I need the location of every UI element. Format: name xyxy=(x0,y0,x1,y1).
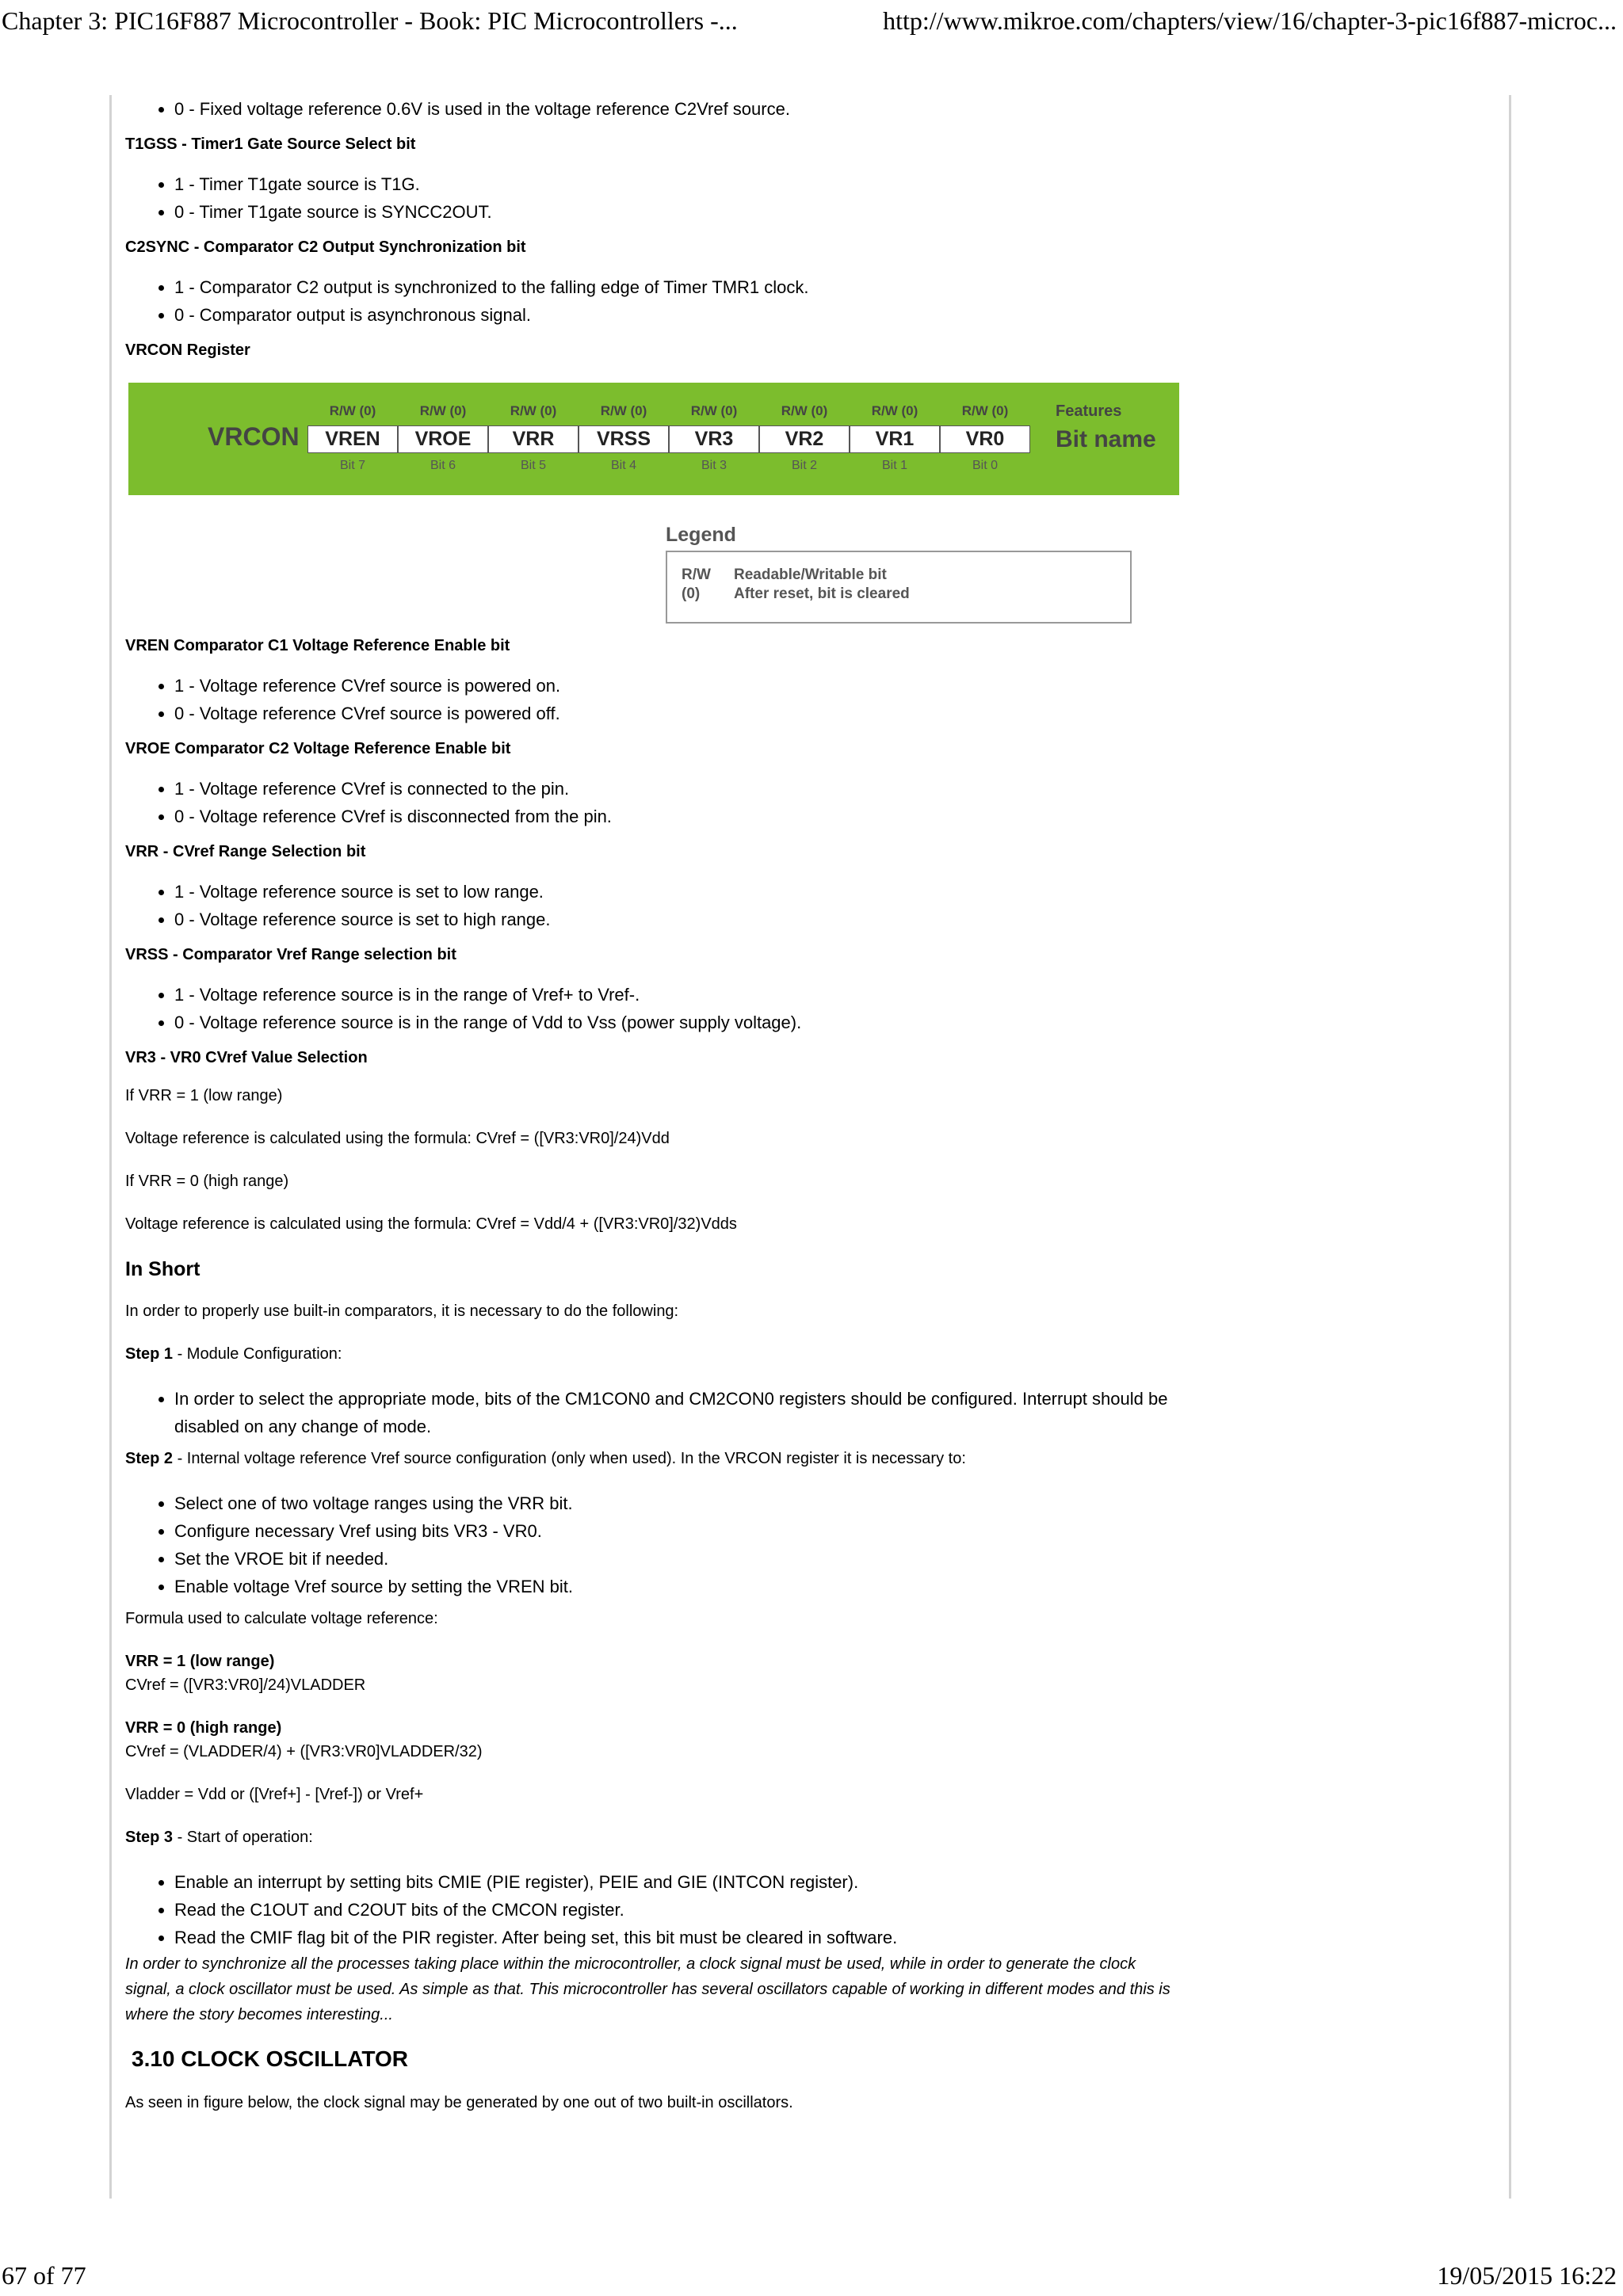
print-page-url: http://www.mikroe.com/chapters/view/16/chapter-3-pic16f887-microc... xyxy=(883,6,1617,35)
list-item: • 0 - Voltage reference CVref source is powered off. xyxy=(174,700,1496,727)
paragraph: If VRR = 1 (low range) xyxy=(125,1087,283,1104)
bit-access: R/W (0) xyxy=(781,403,828,418)
legend-key: R/W xyxy=(682,566,711,583)
register-bitname-label: Bit name xyxy=(1056,426,1156,452)
register-bit-cell xyxy=(398,383,488,495)
formula-title: VRR = 1 (low range) xyxy=(125,1653,275,1670)
bit-access: R/W (0) xyxy=(419,403,467,418)
vroe-heading: VROE Comparator C2 Voltage Reference Enable bit xyxy=(125,740,511,757)
bit-number: Bit 0 xyxy=(972,459,998,472)
vren-heading: VREN Comparator C1 Voltage Reference Enable bit xyxy=(125,637,510,654)
vrcon-register-heading: VRCON Register xyxy=(125,341,250,359)
vrss-heading: VRSS - Comparator Vref Range selection bit xyxy=(125,946,456,963)
list-item: • 1 - Comparator C2 output is synchronized to the falling edge of Timer TMR1 clock. xyxy=(174,273,1496,301)
list-item: • 0 - Comparator output is asynchronous signal. xyxy=(174,301,1496,329)
t1gss-list xyxy=(125,170,1496,226)
legend-key: (0) xyxy=(682,585,701,602)
list-item: • 1 - Voltage reference CVref source is powered on. xyxy=(174,672,1496,700)
paragraph: If VRR = 0 (high range) xyxy=(125,1173,289,1190)
list-item: • Enable an interrupt by setting bits CMIE (PIE register), PEIE and GIE (INTCON register). xyxy=(174,1868,1496,1896)
clock-intro-paragraph: In order to synchronize all the processes taking place within the microcontroller, a clock signal must be used, while in order to generate the clock signal, a clock oscillator must be used. As simple as that. This microcontroller has several oscillators capable of working in different modes and this is where the story becomes interesting... xyxy=(125,1955,1170,2023)
legend-row xyxy=(682,566,887,584)
bit-name: VR1 xyxy=(850,425,940,453)
step-text: - Internal voltage reference Vref source configuration (only when used). In the VRCON register it is necessary to: xyxy=(173,1450,966,1467)
content-right-border xyxy=(1509,95,1511,2199)
register-name: VRCON xyxy=(208,422,300,451)
bit-number: Bit 5 xyxy=(520,459,546,472)
c2sync-list xyxy=(125,273,1496,329)
formula-low-range xyxy=(125,1650,1496,1697)
list-item: • 1 - Voltage reference source is set to low range. xyxy=(174,878,1496,906)
step-1-list xyxy=(125,1385,1205,1440)
bit-access: R/W (0) xyxy=(600,403,647,418)
list-item: • In order to select the appropriate mode, bits of the CM1CON0 and CM2CON0 registers should be configured. Interrupt should be disabled on any change of mode. xyxy=(174,1385,1205,1440)
step-3-list xyxy=(125,1868,1496,1951)
step-2-list xyxy=(125,1489,1496,1600)
vren-list xyxy=(125,672,1496,727)
bit-name: VR3 xyxy=(669,425,759,453)
bit-name: VRSS xyxy=(579,425,669,453)
section-heading: 3.10 CLOCK OSCILLATOR xyxy=(132,2046,409,2071)
step-label: Step 3 xyxy=(125,1829,174,1846)
bit-access: R/W (0) xyxy=(871,403,918,418)
c2r-continued-list xyxy=(125,95,1496,123)
register-bit-cell xyxy=(759,383,850,495)
paragraph: In order to properly use built-in comparators, it is necessary to do the following: xyxy=(125,1302,679,1320)
formula-text: CVref = ([VR3:VR0]/24)VLADDER xyxy=(125,1676,366,1694)
register-bit-cell xyxy=(488,383,579,495)
bit-name: VR2 xyxy=(759,425,850,453)
in-short-heading: In Short xyxy=(125,1258,200,1280)
vr-value-heading: VR3 - VR0 CVref Value Selection xyxy=(125,1049,368,1066)
legend-text: Readable/Writable bit xyxy=(734,566,887,583)
content-left-border xyxy=(109,95,112,2199)
list-item: • 0 - Fixed voltage reference 0.6V is used in the voltage reference C2Vref source. xyxy=(174,95,1496,123)
list-item: • 1 - Voltage reference CVref is connected to the pin. xyxy=(174,775,1496,803)
bit-number: Bit 3 xyxy=(701,459,727,472)
bit-access: R/W (0) xyxy=(329,403,376,418)
formula-text: CVref = (VLADDER/4) + ([VR3:VR0]VLADDER/32) xyxy=(125,1743,483,1760)
print-header xyxy=(0,0,1623,48)
print-date: 19/05/2015 16:22 xyxy=(1437,2261,1617,2290)
list-item: • Select one of two voltage ranges using the VRR bit. xyxy=(174,1489,1496,1517)
step-label: Step 1 xyxy=(125,1345,174,1363)
legend-box xyxy=(666,551,1132,624)
vrr-heading: VRR - CVref Range Selection bit xyxy=(125,843,366,860)
step-2-paragraph xyxy=(125,1447,1496,1470)
list-item: • Configure necessary Vref using bits VR3 - VR0. xyxy=(174,1517,1496,1545)
list-item: • 1 - Timer T1gate source is T1G. xyxy=(174,170,1496,198)
formula-title: VRR = 0 (high range) xyxy=(125,1719,282,1737)
bit-access: R/W (0) xyxy=(510,403,557,418)
step-label: Step 2 xyxy=(125,1450,174,1467)
paragraph: Voltage reference is calculated using the formula: CVref = ([VR3:VR0]/24)Vdd xyxy=(125,1130,670,1147)
bit-name: VREN xyxy=(307,425,398,453)
paragraph: Formula used to calculate voltage reference: xyxy=(125,1610,438,1627)
article-content xyxy=(125,95,1496,2134)
step-text: - Start of operation: xyxy=(173,1829,313,1846)
register-features-label: Features xyxy=(1056,402,1122,420)
page-number: 67 of 77 xyxy=(2,2261,86,2290)
bit-access: R/W (0) xyxy=(961,403,1009,418)
bit-name: VROE xyxy=(398,425,488,453)
step-3-paragraph xyxy=(125,1825,1496,1849)
list-item: • 0 - Voltage reference CVref is disconnected from the pin. xyxy=(174,803,1496,830)
register-bit-cell xyxy=(307,383,398,495)
c2sync-heading: C2SYNC - Comparator C2 Output Synchronization bit xyxy=(125,238,526,256)
vrcon-register-figure xyxy=(128,383,1182,624)
bit-number: Bit 7 xyxy=(339,459,365,472)
bit-access: R/W (0) xyxy=(690,403,738,418)
bit-name: VR0 xyxy=(940,425,1030,453)
bit-number: Bit 4 xyxy=(610,459,636,472)
list-item: • Read the C1OUT and C2OUT bits of the CMCON register. xyxy=(174,1896,1496,1924)
step-1-paragraph xyxy=(125,1342,1496,1366)
paragraph: Vladder = Vdd or ([Vref+] - [Vref-]) or Vref+ xyxy=(125,1786,424,1803)
list-item: • 0 - Voltage reference source is set to high range. xyxy=(174,906,1496,933)
step-text: - Module Configuration: xyxy=(173,1345,342,1363)
register-bit-cell xyxy=(579,383,669,495)
print-page-title: Chapter 3: PIC16F887 Microcontroller - Book: PIC Microcontrollers -... xyxy=(2,6,738,35)
list-item: • Read the CMIF flag bit of the PIR register. After being set, this bit must be cleared in software. xyxy=(174,1924,1496,1951)
register-bit-cell xyxy=(669,383,759,495)
list-item: • 1 - Voltage reference source is in the range of Vref+ to Vref-. xyxy=(174,981,1496,1009)
paragraph: As seen in figure below, the clock signal may be generated by one out of two built-in oscillators. xyxy=(125,2094,793,2111)
legend-row xyxy=(682,585,910,603)
bit-number: Bit 6 xyxy=(430,459,456,472)
legend-title: Legend xyxy=(666,524,736,546)
bit-number: Bit 1 xyxy=(881,459,907,472)
register-bit-cell xyxy=(850,383,940,495)
print-footer xyxy=(0,2258,1623,2296)
list-item: • 0 - Timer T1gate source is SYNCC2OUT. xyxy=(174,198,1496,226)
list-item: • Enable voltage Vref source by setting the VREN bit. xyxy=(174,1573,1496,1600)
bit-name: VRR xyxy=(488,425,579,453)
t1gss-heading: T1GSS - Timer1 Gate Source Select bit xyxy=(125,135,416,153)
legend-text: After reset, bit is cleared xyxy=(734,585,910,602)
bit-number: Bit 2 xyxy=(791,459,817,472)
vrss-list xyxy=(125,981,1496,1036)
paragraph: Voltage reference is calculated using the formula: CVref = Vdd/4 + ([VR3:VR0]/32)Vdds xyxy=(125,1215,737,1233)
register-bit-cell xyxy=(940,383,1030,495)
vrr-list xyxy=(125,878,1496,933)
formula-high-range xyxy=(125,1716,1496,1764)
vroe-list xyxy=(125,775,1496,830)
list-item: • 0 - Voltage reference source is in the range of Vdd to Vss (power supply voltage). xyxy=(174,1009,1496,1036)
list-item: • Set the VROE bit if needed. xyxy=(174,1545,1496,1573)
